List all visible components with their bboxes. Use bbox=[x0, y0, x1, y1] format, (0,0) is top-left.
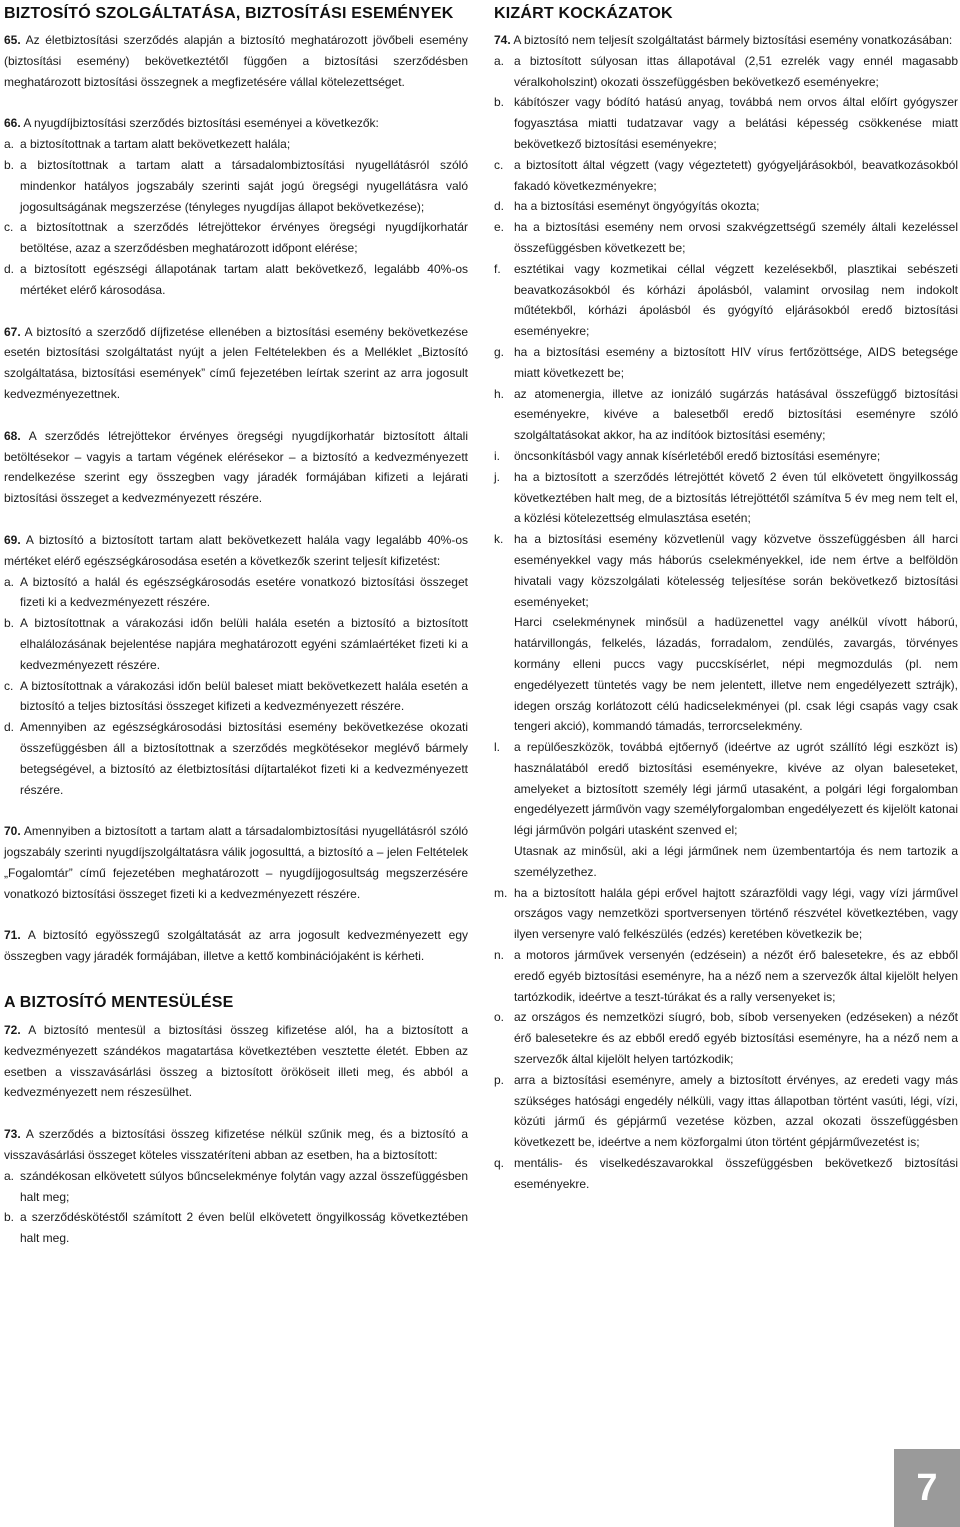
item-label: c. bbox=[4, 220, 14, 235]
page-number: 7 bbox=[894, 1449, 960, 1527]
item-label: b. bbox=[494, 95, 505, 110]
list-item bbox=[4, 1207, 468, 1249]
item-label: a. bbox=[494, 53, 505, 68]
item-text: a biztosítottnak a szerződés létrejöttekor érvényes öregségi nyugdíjkorhatár betöltése, azaz a szerződésben meghatározott időpont elérése; bbox=[20, 220, 468, 256]
paragraph-71 bbox=[4, 925, 468, 967]
item-text: esztétikai vagy kozmetikai céllal végzett kezelésekből, plasztikai sebészeti beavatkozásokból és kórházi ápolásból, valamint orvosilag nem indokolt műtétekből, kórházi ápolásból és gyógyító eljárásokból eredő biztosítási eseményekre; bbox=[514, 261, 958, 339]
item-text: mentális- és viselkedészavarokkal összefüggésben bekövetkező biztosítási eseményekre. bbox=[514, 1156, 958, 1191]
item-label: i. bbox=[494, 448, 500, 463]
list-item bbox=[494, 217, 958, 259]
item-text: a biztosítottnak a tartam alatt bekövetkezett halála; bbox=[20, 137, 291, 152]
item-label: d. bbox=[4, 261, 15, 276]
item-text: A biztosítottnak a várakozási időn belül baleset miatt bekövetkezett halála esetén a biztosító a teljes biztosítási összeget kifizeti a kedvezményezett részére. bbox=[20, 678, 468, 714]
item-text: ha a biztosítási eseményt öngyógyítás okozta; bbox=[514, 199, 760, 214]
item-label: b. bbox=[4, 1210, 15, 1225]
paragraph-number: 69. bbox=[4, 532, 21, 547]
paragraph-number: 72. bbox=[4, 1023, 21, 1038]
item-label: o. bbox=[494, 1010, 505, 1025]
item-label: e. bbox=[494, 220, 505, 235]
list-item bbox=[4, 717, 468, 800]
paragraph-70 bbox=[4, 821, 468, 904]
item-label: a. bbox=[4, 1168, 15, 1183]
item-label: g. bbox=[494, 344, 505, 359]
item-label: b. bbox=[4, 157, 15, 172]
exclusion-list bbox=[494, 51, 958, 1195]
list-item bbox=[494, 1070, 958, 1153]
item-label: c. bbox=[4, 678, 14, 693]
list-item bbox=[494, 883, 958, 945]
section-heading: BIZTOSÍTÓ SZOLGÁLTATÁSA, BIZTOSÍTÁSI ESEMÉNYEK bbox=[4, 5, 454, 22]
item-text: a motoros járművek versenyén (edzésein) a nézőt érő balesetekre, és az ebből eredő egyéb biztosítási eseményre, ha a néző nem a szervezők által kijelölt helyen tartózkodik, ideértve a teszt-túrákat és a rally versenyeket is; bbox=[514, 948, 958, 1004]
right-column bbox=[494, 0, 958, 1195]
paragraph-text: Az életbiztosítási szerződés alapján a biztosító meghatározott jövőbeli esemény (biztosítási esemény) bekövetkeztétől függően a biztosítási szerződésben meghatározott biztosítási összegnek a megfizetésére vállal kötelezettséget. bbox=[4, 33, 469, 89]
item-text: ha a biztosított a szerződés létrejöttét követő 2 éven túl elkövetett öngyilkosság következtében halt meg, de a biztosítás létrejöttétől számítva 5 év meg nem telt el, a közlési kötelezettség elmulasztása esetén; bbox=[514, 469, 958, 526]
list-item bbox=[494, 155, 958, 197]
item-label: h. bbox=[494, 386, 505, 401]
item-label: a. bbox=[4, 574, 15, 589]
item-text: öncsonkításból vagy annak kísérletéből eredő biztosítási eseményre; bbox=[514, 448, 881, 463]
item-text: az országos és nemzetközi síugró, bob, síbob versenyeken (edzéseken) a nézőt érő balesetekre és az ebből eredő egyéb biztosítási eseményre, ha a néző nem a szervezők által kijelölt helyen tartózkodik; bbox=[514, 1010, 958, 1067]
item-text: ha a biztosítási esemény a biztosított HIV vírus fertőzöttsége, AIDS betegsége miatt következett be; bbox=[514, 344, 958, 380]
item-text: Amennyiben az egészségkárosodási biztosítási esemény bekövetkezése okozati összefüggésben áll a biztosítottnak a szerződés megkötésekor meglévő bármely betegségével, a biztosító az életbiztosítási díjtartalékot fizeti ki a kedvezményezett részére. bbox=[20, 720, 468, 797]
item-text: a biztosítottnak a tartam alatt a társadalombiztosítási nyugellátásról szóló mindenkor hatályos jogszabály szerinti saját jogú öregségi nyugellátásra való jogosultságának megszerzése (tényleges nyugdíjas állapot bekövetkezése); bbox=[20, 157, 468, 214]
item-label: l. bbox=[494, 740, 500, 755]
item-label: a. bbox=[4, 137, 15, 152]
section-heading: A BIZTOSÍTÓ MENTESÜLÉSE bbox=[4, 994, 234, 1012]
paragraph-74 bbox=[494, 30, 958, 51]
paragraph-66 bbox=[4, 113, 468, 300]
item-text: A biztosító a halál és egészségkárosodás esetére vonatkozó biztosítási összeget fizeti ki a kedvezményezett részére. bbox=[20, 574, 468, 610]
list-item bbox=[4, 155, 468, 217]
list-item bbox=[4, 613, 468, 675]
item-label: b. bbox=[4, 616, 15, 631]
paragraph-text: A biztosító egyösszegű szolgáltatását az arra jogosult kedvezményezett egy összegben vagy járadék formájában, illetve a kettő kombinációjaként is kérheti. bbox=[4, 928, 469, 964]
left-column bbox=[4, 0, 468, 1249]
list-item bbox=[4, 572, 468, 614]
item-label: f. bbox=[494, 261, 501, 276]
paragraph-text: A biztosító a szerződő díjfizetése ellenében a biztosítási esemény bekövetkezése esetén biztosítási szolgáltatást nyújt a jelen Feltételekben és a Melléklet „Biztosító szolgáltatása, biztosítási események” című fejezetében leírtak szerint az arra jogosult kedvezményezettnek. bbox=[4, 324, 468, 401]
list-item bbox=[4, 134, 468, 155]
paragraph-text: A szerződés létrejöttekor érvényes öregségi nyugdíjkorhatár biztosított általi betöltésekor – vagyis a tartam végének elérésekor – a biztosító a kedvezményezett rendelkezése szerint egy összegben vagy járadék formájában kifizeti a lejárati biztosítási összeget a kedvezményezett részére. bbox=[4, 428, 468, 506]
item-label: k. bbox=[494, 532, 504, 547]
paragraph-number: 70. bbox=[4, 824, 21, 839]
list-item bbox=[494, 384, 958, 446]
item-label: n. bbox=[494, 948, 505, 963]
paragraph-number: 68. bbox=[4, 428, 21, 443]
paragraph-65 bbox=[4, 30, 468, 92]
list-item bbox=[494, 446, 958, 467]
list-item bbox=[4, 259, 468, 301]
item-label: p. bbox=[494, 1072, 505, 1087]
item-text: kábítószer vagy bódító hatású anyag, továbbá nem orvos által előírt gyógyszer fogyasztása miatti tudatzavar vagy a belátási képesség csökkenése miatt bekövetkező biztosítási eseményekre; bbox=[514, 95, 958, 151]
item-text: a biztosított által végzett (vagy végeztetett) gyógyeljárásokból, beavatkozásokból fakadó következményekre; bbox=[514, 157, 958, 193]
list-item bbox=[494, 51, 958, 93]
paragraph-text: A biztosító nem teljesít szolgáltatást bármely biztosítási esemény vonatkozásában: bbox=[513, 33, 953, 47]
item-text: ha a biztosítási esemény nem orvosi szakvégzettségű személy általi kezeléssel összefüggésben következett be; bbox=[514, 220, 958, 255]
section-heading: KIZÁRT KOCKÁZATOK bbox=[494, 5, 673, 22]
paragraph-text: A szerződés a biztosítási összeg kifizetése nélkül szűnik meg, és a biztosító a visszavásárlási összeget köteles visszatéríteni abban az esetben, ha a biztosított: bbox=[4, 1127, 469, 1163]
list-item bbox=[494, 1153, 958, 1195]
item-label: j. bbox=[494, 469, 500, 484]
item-label: c. bbox=[494, 157, 504, 172]
item-label: m. bbox=[494, 885, 508, 900]
list-item bbox=[494, 342, 958, 384]
paragraph-number: 67. bbox=[4, 324, 21, 339]
paragraph-number: 71. bbox=[4, 928, 21, 943]
list-item bbox=[4, 676, 468, 718]
paragraph-69 bbox=[4, 530, 468, 800]
list-item bbox=[494, 945, 958, 1007]
paragraph-number: 73. bbox=[4, 1127, 21, 1142]
list-item bbox=[4, 217, 468, 259]
paragraph-text: A biztosító a biztosított tartam alatt bekövetkezett halála vagy legalább 40%-os mértéket elérő egészségkárosodása esetén a következők szerint teljesít kifizetést: bbox=[4, 532, 469, 568]
item-text: a biztosított egészségi állapotának tartam alatt bekövetkező, legalább 40%-os mértéket elérő károsodása. bbox=[20, 261, 468, 297]
item-label: d. bbox=[4, 720, 15, 735]
item-text: szándékosan elkövetett súlyos bűncselekménye folytán vagy azzal összefüggésben halt meg; bbox=[20, 1168, 468, 1204]
list-item bbox=[494, 196, 958, 217]
paragraph-text: Amennyiben a biztosított a tartam alatt a társadalombiztosítási nyugellátásról szóló jogszabály szerinti nyugdíjszolgáltatásra válik jogosulttá, a biztosító a – jelen Feltételek „Fogalomtár” című fejezetében meghatározott – nyugdíjjogosultság megszerzésére vonatkozó biztosítási összeget fizeti ki a kedvezményezett részére. bbox=[4, 824, 469, 901]
paragraph-number: 74. bbox=[494, 33, 511, 47]
item-text: az atomenergia, illetve az ionizáló sugárzás hatásával összefüggő biztosítási eseményekre, kivéve a balesetből eredő biztosítási eseményre szóló szolgáltatásokat akkor, ha az indítóok biztosítási esemény; bbox=[514, 386, 958, 443]
list-item bbox=[494, 92, 958, 154]
list-item bbox=[494, 259, 958, 342]
list-item bbox=[494, 467, 958, 529]
paragraph-number: 66. bbox=[4, 116, 21, 131]
list-item bbox=[4, 1166, 468, 1208]
item-text: a szerződéskötéstől számított 2 éven belül elkövetett öngyilkosság következtében halt meg. bbox=[20, 1210, 468, 1246]
item-text: A biztosítottnak a várakozási időn belüli halála esetén a biztosító a biztosított elhalálozásának bejelentése napjára meghatározott egyéni számlaértéket fizeti ki a kedvezményezett részére. bbox=[20, 616, 468, 672]
item-text: a repülőeszközök, továbbá ejtőernyő (ideértve az ugrót szállító légi eszközt is) használatából eredő biztosítási eseményekre, kivéve az olyan baleseteket, amelyeket a biztosított személy légi jármű utasaként, a polgári légi forgalomban engedélyezett járművön vagy személyforgalomban engedélyezett és kijelölt katonai légi járművön polgári utasként szenved el; bbox=[514, 740, 958, 838]
item-text: ha a biztosított halála gépi erővel hajtott szárazföldi vagy légi, vagy vízi járművel országos vagy nemzetközi sportversenyen történő részvétel következtében, vagy ilyen versenyre való felkészülés (edzés) keretében következik be; bbox=[514, 885, 958, 942]
item-text: ha a biztosítási esemény közvetlenül vagy közvetve összefüggésben áll harci eseményekkel vagy más háborús cselekményekkel, ide nem értve a belföldön hivatali vagy közszolgálati kötelesség teljesítése során bekövetkező biztosítási eseményeket; bbox=[514, 532, 958, 609]
paragraph-number: 65. bbox=[4, 33, 21, 47]
paragraph-67 bbox=[4, 322, 468, 405]
item-note: Harci cselekménynek minősül a hadüzenettel vagy anélkül vívott háború, határvillongás, felkelés, lázadás, forradalom, zendülés, zavargás, törvényes kormány elleni puccs vagy puccskísérlet, népi megmozdulás (pl. nem engedélyezett tüntetés vagy be nem jelentett, illetve nem engedélyezett sztrájk), idegen ország korlátozott célú hadicselekményei (pl. csak légi csapás vagy csak tengeri akció), kommandó támadás, terrorcselekmény. bbox=[514, 615, 958, 734]
paragraph-73 bbox=[4, 1124, 468, 1249]
paragraph-text: A nyugdíjbiztosítási szerződés biztosítási eseményei a következők: bbox=[23, 116, 379, 131]
item-text: arra a biztosítási eseményre, amely a biztosított érvényes, az eredeti vagy más szükséges hatósági engedély nélküli, vagy ittas állapotban történt vasúti, légi, vízi, közúti jármű és gépjármű vezetése közben, azzal okozati összefüggésben következett be, ideértve a nem közforgalmi úton történt gépjárművezetést is; bbox=[514, 1072, 958, 1150]
item-text: a biztosított súlyosan ittas állapotával (2,51 ezrelék vagy ennél magasabb véralkoholszint) okozati összefüggésben bekövetkező eseményekre; bbox=[514, 53, 958, 89]
paragraph-text: A biztosító mentesül a biztosítási összeg kifizetése alól, ha a biztosított a kedvezményezett szándékos magatartása következtében vesztette életét. Ebben az esetben a visszavásárlási összeg a biztosított örököseit illeti meg, és abból a kedvezményezett nem részesülhet. bbox=[4, 1023, 469, 1100]
paragraph-72 bbox=[4, 1020, 468, 1103]
list-item bbox=[494, 737, 958, 841]
item-note: Utasnak az minősül, aki a légi járműnek nem üzembentartója és nem tartozik a személyzethez. bbox=[514, 844, 958, 879]
list-item bbox=[494, 529, 958, 612]
item-label: q. bbox=[494, 1156, 505, 1171]
list-item bbox=[494, 1007, 958, 1069]
item-label: d. bbox=[494, 199, 505, 214]
paragraph-68 bbox=[4, 426, 468, 509]
